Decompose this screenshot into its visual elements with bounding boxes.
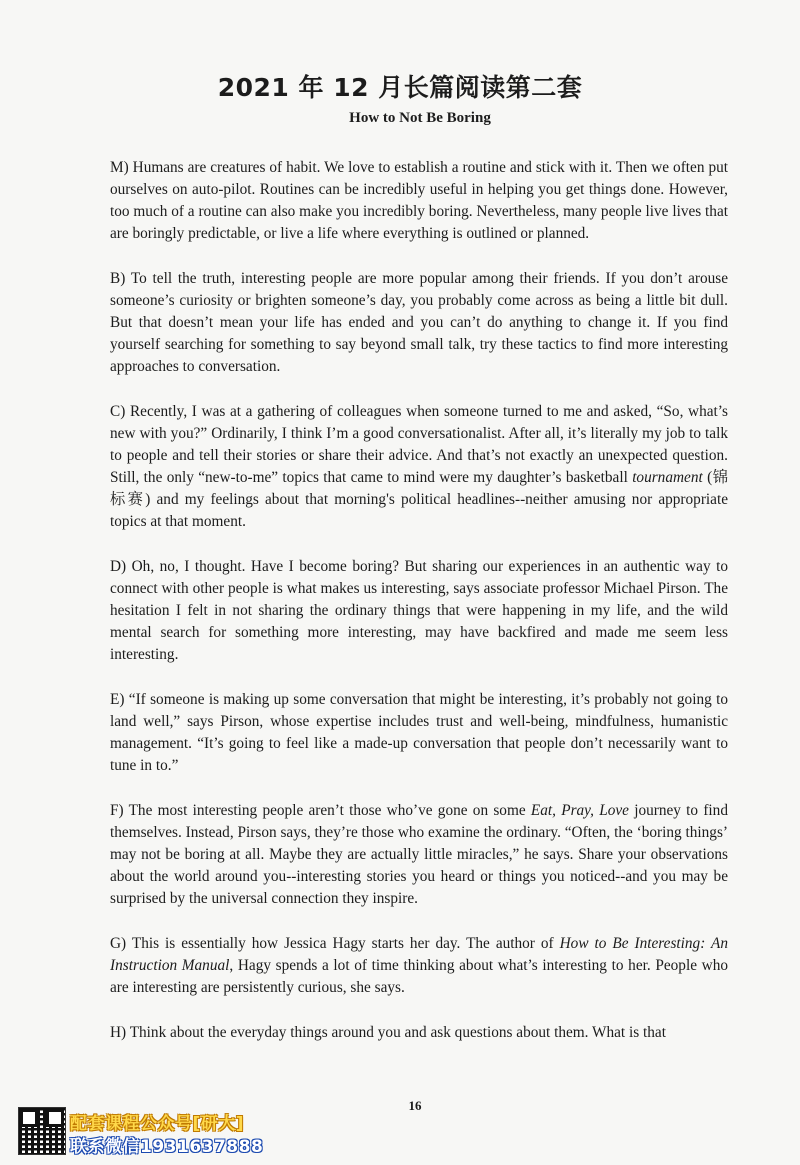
paragraph-g-text-1: G) This is essentially how Jessica Hagy starts her day. The author of — [110, 935, 560, 952]
paragraph-g-italic: How to Be Interesting: An Instruction Manual — [110, 935, 728, 974]
article-subtitle: How to Not Be Boring — [349, 110, 491, 126]
qr-code-icon — [18, 1107, 66, 1155]
paragraph-c-italic: tournament — [632, 469, 703, 486]
paragraph-c — [110, 401, 728, 533]
paragraph-c-text-1: C) Recently, I was at a gathering of colleagues when someone turned to me and asked, “So, what’s new with you?” Ordinarily, I think I’m a good conversationalist. After all, it’s literally my job to talk to people and tell their stories or share their advice. And that’s not exactly an unexpected question. Still, the only “new-to-me” topics that came to mind were my daughter’s basketball — [110, 403, 728, 486]
paragraph-m: M) Humans are creatures of habit. We love to establish a routine and stick with it. Then we often put ourselves on auto-pilot. Routines can be incredibly useful in helping you get things done. However, too much of a routine can also make you incredibly boring. Nevertheless, many people live lives that are boringly predictable, or live a life where everything is outlined or planned. — [110, 159, 728, 242]
paragraph-f-italic: Eat, Pray, Love — [530, 802, 629, 819]
promo-banner — [18, 1107, 318, 1155]
paragraph-c-text-2: (锦标赛) and my feelings about that morning's political headlines--neither amusing nor appropriate topics at that moment. — [110, 469, 728, 530]
paragraph-f-text-2: journey to find themselves. Instead, Pirson says, they’re those who examine the ordinary. “Often, the ‘boring things’ may not be boring at all. Maybe they are actually little miracles,” he says. Share your observations about the world around you--interesting stories you heard or things you noticed--and you may be surprised by the universal connection they inspire. — [110, 802, 728, 907]
paragraph-f-text-1: F) The most interesting people aren’t those who’ve gone on some — [110, 802, 531, 819]
promo-line-2: 联系微信1931637888 — [70, 1137, 264, 1157]
paragraph-d: D) Oh, no, I thought. Have I become boring? But sharing our experiences in an authentic way to connect with other people is what makes us interesting, says associate professor Michael Pirson. The hesitation I felt in not sharing the ordinary things that were happening in my life, and the wild mental search for something more interesting, may have backfired and made me seem less interesting. — [110, 558, 728, 663]
paragraph-f — [110, 800, 728, 910]
page-number: 16 — [408, 1098, 422, 1113]
paragraph-g-text-2: , Hagy spends a lot of time thinking about what’s interesting to her. People who are interesting are persistently curious, she says. — [110, 957, 728, 996]
paragraph-h: H) Think about the everyday things around you and ask questions about them. What is that — [110, 1024, 666, 1041]
paragraph-g — [110, 933, 728, 999]
article-body — [110, 157, 728, 1067]
promo-line-1: 配套课程公众号[研大] — [70, 1114, 245, 1134]
document-title: 2021 年 12 月长篇阅读第二套 — [217, 73, 583, 102]
paragraph-e: E) “If someone is making up some conversation that might be interesting, it’s probably not going to land well,” says Pirson, whose expertise includes trust and well-being, mindfulness, humanistic management. “It’s going to feel like a made-up conversation that people don’t necessarily want to tune in to.” — [110, 691, 728, 774]
paragraph-b: B) To tell the truth, interesting people are more popular among their friends. If you don’t arouse someone’s curiosity or brighten someone’s day, you probably come across as being a little bit dull. But that doesn’t mean your life has ended and you can’t do anything to change it. If you find yourself searching for something to say beyond small talk, try these tactics to find more interesting approaches to conversation. — [110, 270, 728, 375]
